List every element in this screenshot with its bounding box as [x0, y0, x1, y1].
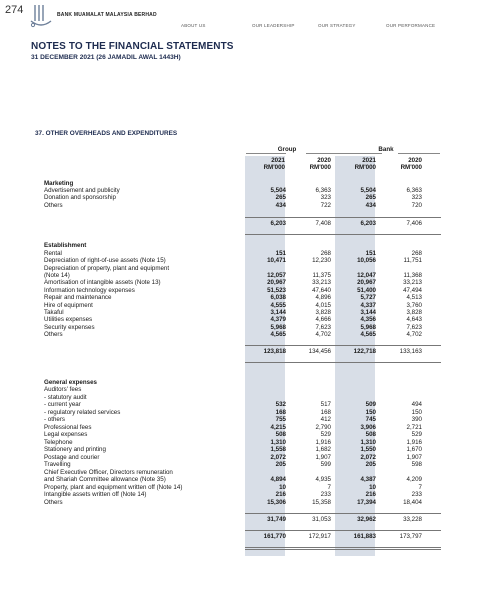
cell-value: 4,379 [270, 316, 286, 323]
cell-value: 151 [365, 250, 376, 257]
cell-value: 3,828 [315, 309, 331, 316]
table-row [44, 386, 440, 394]
cell-value: 33,213 [312, 279, 331, 286]
cell-value: 4,702 [406, 331, 422, 338]
cell-value: 1,907 [315, 454, 331, 461]
cell-value: 33,228 [403, 516, 422, 523]
cell-value: 233 [320, 491, 331, 498]
table-row [44, 431, 440, 439]
cell-value: 123,818 [263, 348, 286, 355]
cell-value: 4,209 [406, 476, 422, 483]
row-label: Telephone [44, 439, 73, 446]
col-unit: RM'000 [400, 164, 422, 171]
cell-value: 6,203 [270, 220, 286, 227]
col-year: 2020 [408, 157, 422, 164]
cell-value: 3,144 [360, 309, 376, 316]
cell-value: 3,906 [360, 424, 376, 431]
subtotal-row [44, 516, 440, 524]
cell-value: 4,555 [270, 302, 286, 309]
cell-value: 216 [365, 491, 376, 498]
cell-value: 10 [279, 484, 286, 491]
nav-our-performance[interactable]: OUR PERFORMANCE [386, 23, 436, 28]
section-header-row [44, 242, 440, 250]
row-label: Establishment [44, 242, 87, 249]
cell-value: 3,828 [406, 309, 422, 316]
group-header: Group [277, 146, 297, 153]
cell-value: 323 [320, 194, 331, 201]
cell-value: 434 [365, 202, 376, 209]
row-label: Hire of equipment [44, 302, 93, 309]
cell-value: 133,163 [399, 348, 422, 355]
cell-value: 494 [411, 401, 422, 408]
cell-value: 32,962 [357, 516, 376, 523]
nav-about-us[interactable]: ABOUT US [181, 23, 206, 28]
col-year: 2021 [362, 157, 376, 164]
cell-value: 265 [365, 194, 376, 201]
cell-value: 434 [275, 202, 286, 209]
cell-value: 1,310 [360, 439, 376, 446]
cell-value: 161,883 [353, 533, 376, 540]
cell-value: 10,056 [357, 257, 376, 264]
cell-value: 1,310 [270, 439, 286, 446]
cell-value: 5,968 [360, 324, 376, 331]
total-rule [245, 513, 441, 514]
table-row [44, 461, 440, 469]
cell-value: 31,053 [312, 516, 331, 523]
nav-our-leadership[interactable]: OUR LEADERSHIP [252, 23, 295, 28]
cell-value: 4,513 [406, 294, 422, 301]
cell-value: 7 [327, 484, 331, 491]
nav-our-strategy[interactable]: OUR STRATEGY [318, 23, 356, 28]
cell-value: 1,682 [315, 446, 331, 453]
cell-value: 17,394 [357, 499, 376, 506]
cell-value: 4,387 [360, 476, 376, 483]
row-label: Professional fees [44, 424, 92, 431]
cell-value: 4,643 [406, 316, 422, 323]
row-label: Stationery and printing [44, 446, 106, 453]
row-label: - others [44, 416, 65, 423]
cell-value: 598 [411, 461, 422, 468]
total-rule [245, 345, 441, 346]
cell-value: 12,057 [267, 272, 286, 279]
cell-value: 7 [418, 484, 422, 491]
row-label: Takaful [44, 309, 64, 316]
col-year: 2021 [271, 157, 285, 164]
cell-value: 31,749 [267, 516, 286, 523]
cell-value: 15,306 [267, 499, 286, 506]
cell-value: 33,213 [403, 279, 422, 286]
col-unit: RM'000 [354, 164, 376, 171]
table-row [44, 499, 440, 507]
cell-value: 755 [275, 416, 286, 423]
cell-value: 509 [365, 401, 376, 408]
cell-value: 1,550 [360, 446, 376, 453]
row-label: Donation and sponsorship [44, 194, 116, 201]
col-unit: RM'000 [309, 164, 331, 171]
cell-value: 2,072 [360, 454, 376, 461]
cell-value: 6,038 [270, 294, 286, 301]
row-label: Repair and maintenance [44, 294, 112, 301]
cell-value: 15,358 [312, 499, 331, 506]
cell-value: 7,623 [315, 324, 331, 331]
cell-value: 4,015 [315, 302, 331, 309]
cell-value: 4,896 [315, 294, 331, 301]
cell-value: 4,894 [270, 476, 286, 483]
cell-value: 12,230 [312, 257, 331, 264]
page-subtitle: 31 DECEMBER 2021 (26 JAMADIL AWAL 1443H) [31, 54, 181, 61]
cell-value: 323 [411, 194, 422, 201]
total-rule [245, 217, 441, 218]
cell-value: 1,558 [270, 446, 286, 453]
row-label: - current year [44, 401, 81, 408]
total-rule [245, 530, 441, 531]
cell-value: 722 [320, 202, 331, 209]
cell-value: 18,404 [403, 499, 422, 506]
cell-value: 5,727 [360, 294, 376, 301]
cell-value: 532 [275, 401, 286, 408]
row-label: and Shariah Committee allowance (Note 35) [44, 476, 166, 483]
cell-value: 745 [365, 416, 376, 423]
cell-value: 5,968 [270, 324, 286, 331]
table-row [44, 279, 440, 287]
table-row [44, 416, 440, 424]
section-title: 37. OTHER OVERHEADS AND EXPENDITURES [35, 130, 178, 137]
subtotal-row [44, 348, 440, 356]
row-label: Legal expenses [44, 431, 88, 438]
cell-value: 10,471 [267, 257, 286, 264]
total-rule [245, 362, 441, 363]
cell-value: 134,456 [308, 348, 331, 355]
cell-value: 12,047 [357, 272, 376, 279]
cell-value: 51,400 [357, 287, 376, 294]
table-row [44, 491, 440, 499]
table-row [44, 331, 440, 339]
row-label: Depreciation of right-of-use assets (Note 15) [44, 257, 166, 264]
table-row [44, 202, 440, 210]
cell-value: 3,760 [406, 302, 422, 309]
cell-value: 6,363 [406, 187, 422, 194]
cell-value: 205 [275, 461, 286, 468]
cell-value: 7,406 [406, 220, 422, 227]
row-label: Travelling [44, 461, 71, 468]
cell-value: 10 [369, 484, 376, 491]
total-rule [245, 234, 441, 235]
table-row [44, 476, 440, 484]
row-label: Others [44, 499, 63, 506]
row-label: Depreciation of property, plant and equipment [44, 265, 170, 272]
table-row [44, 401, 440, 409]
cell-value: 5,504 [360, 187, 376, 194]
page-number: 274 [5, 4, 24, 16]
table-row [44, 316, 440, 324]
row-label: Amortisation of intangible assets (Note 13) [44, 279, 161, 286]
cell-value: 47,494 [403, 287, 422, 294]
cell-value: 122,718 [353, 348, 376, 355]
table-row [44, 257, 440, 265]
cell-value: 151 [275, 250, 286, 257]
cell-value: 2,790 [315, 424, 331, 431]
cell-value: 1,916 [406, 439, 422, 446]
cell-value: 7,623 [406, 324, 422, 331]
table-row [44, 446, 440, 454]
cell-value: 4,702 [315, 331, 331, 338]
cell-value: 172,917 [308, 533, 331, 540]
row-label: Rental [44, 250, 62, 257]
cell-value: 5,504 [270, 187, 286, 194]
cell-value: 20,967 [357, 279, 376, 286]
total-rule [245, 547, 441, 548]
row-label: Chief Executive Officer, Directors remuneration [44, 469, 173, 476]
cell-value: 168 [320, 409, 331, 416]
subtotal-row [44, 220, 440, 228]
row-label: Others [44, 331, 63, 338]
subtotal-row [44, 533, 440, 541]
cell-value: 390 [411, 416, 422, 423]
cell-value: 412 [320, 416, 331, 423]
cell-value: 2,721 [406, 424, 422, 431]
cell-value: 11,375 [312, 272, 331, 279]
row-label: - statutory audit [44, 394, 87, 401]
page-title: NOTES TO THE FINANCIAL STATEMENTS [31, 41, 234, 52]
cell-value: 4,337 [360, 302, 376, 309]
cell-value: 4,356 [360, 316, 376, 323]
cell-value: 4,215 [270, 424, 286, 431]
total-rule [245, 549, 441, 550]
cell-value: 517 [320, 401, 331, 408]
cell-value: 216 [275, 491, 286, 498]
bank-logo-icon [29, 3, 53, 29]
cell-value: 265 [275, 194, 286, 201]
cell-value: 6,363 [315, 187, 331, 194]
cell-value: 233 [411, 491, 422, 498]
row-label: Marketing [44, 180, 74, 187]
row-label: Intangible assets written off (Note 14) [44, 491, 147, 498]
cell-value: 1,907 [406, 454, 422, 461]
cell-value: 1,916 [315, 439, 331, 446]
cell-value: 3,144 [270, 309, 286, 316]
row-label: - regulatory related services [44, 409, 121, 416]
cell-value: 2,072 [270, 454, 286, 461]
cell-value: 11,368 [403, 272, 422, 279]
row-label: Auditors' fees [44, 386, 82, 393]
cell-value: 508 [365, 431, 376, 438]
cell-value: 4,565 [270, 331, 286, 338]
cell-value: 268 [411, 250, 422, 257]
cell-value: 150 [365, 409, 376, 416]
cell-value: 1,670 [406, 446, 422, 453]
cell-value: 508 [275, 431, 286, 438]
row-label: Advertisement and publicity [44, 187, 120, 194]
cell-value: 173,797 [399, 533, 422, 540]
row-label: General expenses [44, 379, 97, 386]
cell-value: 268 [320, 250, 331, 257]
cell-value: 47,640 [312, 287, 331, 294]
cell-value: 7,408 [315, 220, 331, 227]
table-row [44, 294, 440, 302]
row-label: Property, plant and equipment written off (Note 14) [44, 484, 183, 491]
table-row [44, 194, 440, 202]
col-year: 2020 [317, 157, 331, 164]
row-label: Utilities expenses [44, 316, 93, 323]
cell-value: 51,523 [267, 287, 286, 294]
cell-value: 11,751 [403, 257, 422, 264]
cell-value: 150 [411, 409, 422, 416]
cell-value: 161,770 [263, 533, 286, 540]
cell-value: 529 [320, 431, 331, 438]
cell-value: 6,203 [360, 220, 376, 227]
cell-value: 599 [320, 461, 331, 468]
bank-header: Bank [378, 146, 394, 153]
row-label: Security expenses [44, 324, 95, 331]
cell-value: 4,565 [360, 331, 376, 338]
cell-value: 529 [411, 431, 422, 438]
cell-value: 4,935 [315, 476, 331, 483]
cell-value: 205 [365, 461, 376, 468]
cell-value: 168 [275, 409, 286, 416]
cell-value: 20,967 [267, 279, 286, 286]
row-label: (Note 14) [44, 272, 70, 279]
row-label: Others [44, 202, 63, 209]
col-unit: RM'000 [263, 164, 285, 171]
row-label: Postage and courier [44, 454, 100, 461]
bank-name: BANK MUAMALAT MALAYSIA BERHAD [57, 12, 157, 18]
cell-value: 4,666 [315, 316, 331, 323]
cell-value: 720 [411, 202, 422, 209]
row-label: Information technology expenses [44, 287, 135, 294]
